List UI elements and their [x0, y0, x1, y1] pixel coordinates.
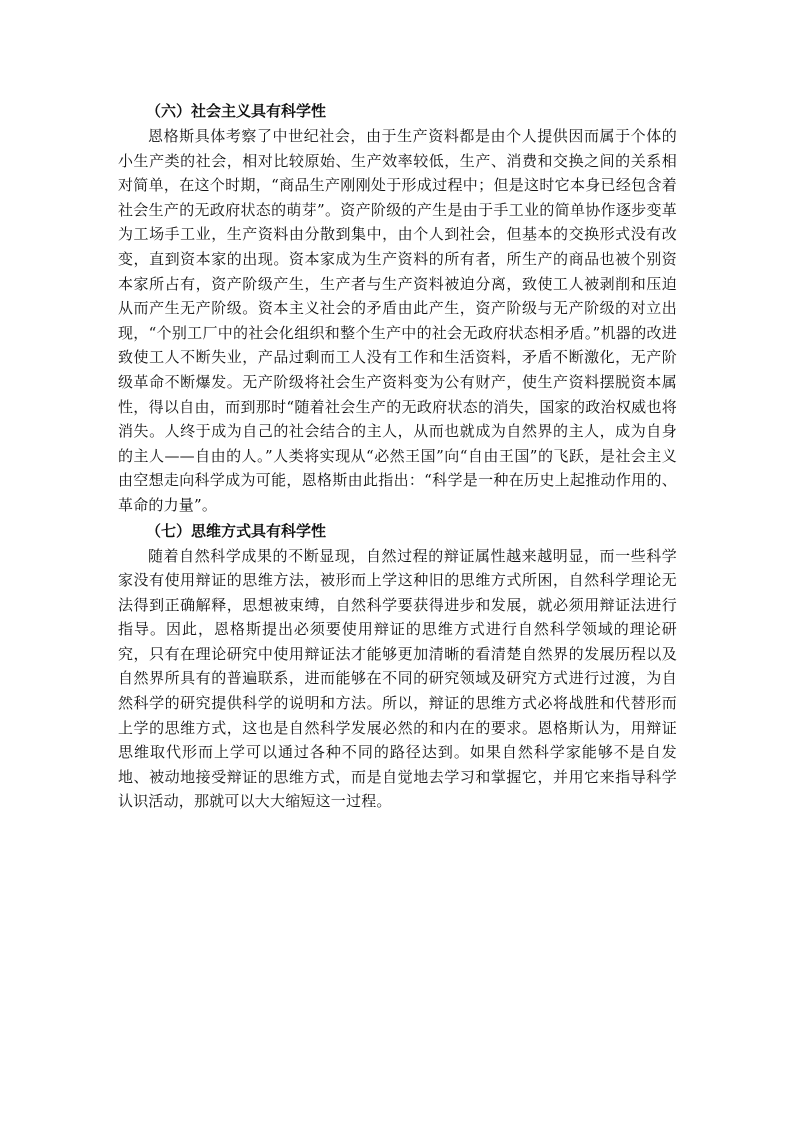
- section-heading-thinking-scientific: （七）思维方式具有科学性: [146, 521, 327, 540]
- document-body: [118, 98, 677, 814]
- section-heading-socialism-scientific: （六）社会主义具有科学性: [146, 102, 327, 120]
- section-paragraph-socialism-scientific: 恩格斯具体考察了中世纪社会，由于生产资料都是由个人提供因而属于个体的小生产类的社会，相对比较原始、生产效率较低，生产、消费和交换之间的关系相对简单，在这个时期，“商品生产刚刚处于形成过程中；但是这时它本身已经包含着社会生产的无政府状态的萌芽”。资产阶级的产生是由于手工业的简单协作逐步变革为工场手工业，生产资料由分散到集中，由个人到社会，但基本的交换形式没有改变，直到资本家的出现。资本家成为生产资料的所有者，所生产的商品也被个别资本家所占有，资产阶级产生，生产者与生产资料被迫分离，致使工人被剥削和压迫从而产生无产阶级。资本主义社会的矛盾由此产生，资产阶级与无产阶级的对立出现，“个别工厂中的社会化组织和整个生产中的社会无政府状态相矛盾。”机器的改进致使工人不断失业，产品过剩而工人没有工作和生活资料，矛盾不断激化，无产阶级革命不断爆发。无产阶级将社会生产资料变为公有财产，使生产资料摆脱资本属性，得以自由，而到那时“随着社会生产的无政府状态的消失，国家的政治权威也将消失。人终于成为自己的社会结合的主人，从而也就成为自然界的主人，成为自身的主人——自由的人。”人类将实现从“必然王国”向“自由王国”的飞跃，是社会主义由空想走向科学成为可能，恩格斯由此指出：“科学是一种在历史上起推动作用的、革命的力量”。: [118, 127, 677, 514]
- section-paragraph-thinking-scientific: 随着自然科学成果的不断显现，自然过程的辩证属性越来越明显，而一些科学家没有使用辩证的思维方法，被形而上学这种旧的思维方式所困，自然科学理论无法得到正确解释，思想被束缚，自然科学要获得进步和发展，就必须用辩证法进行指导。因此，恩格斯提出必须要使用辩证的思维方式进行自然科学领域的理论研究，只有在理论研究中使用辩证法才能够更加清晰的看清楚自然界的发展历程以及自然界所具有的普遍联系，进而能够在不同的研究领域及研究方式进行过渡，为自然科学的研究提供科学的说明和方法。所以，辩证的思维方式必将战胜和代替形而上学的思维方式，这也是自然科学发展必然的和内在的要求。恩格斯认为，用辩证思维取代形而上学可以通过各种不同的路径达到。如果自然科学家能够不是自发地、被动地接受辩证的思维方式，而是自觉地去学习和掌握它，并用它来指导科学认识活动，那就可以大大缩短这一过程。: [118, 546, 677, 811]
